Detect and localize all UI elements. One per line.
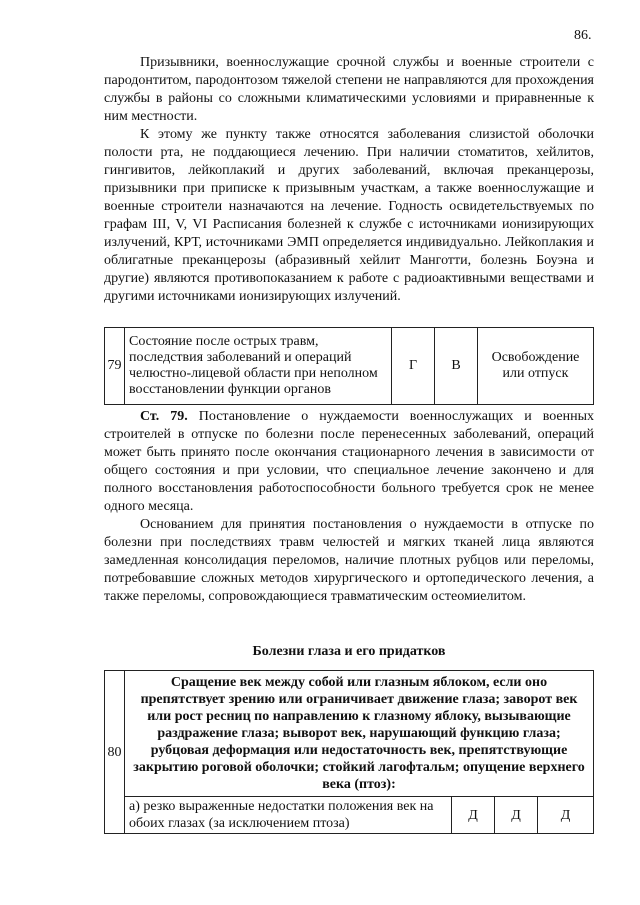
intro-text [104, 54, 594, 306]
description-cell: а) резко выраженные недостатки положения век на обоих глазах (за исключением птоза) [125, 797, 452, 834]
article-text: Постановление о нуждаемости военнослужащих и военных строителей в отпуске по болезни после перенесенных заболеваний, операций может быть принято после окончания стационарного лечения в зависимости от общего состояния и при условии, что специальное лечение закончено и для полного восстановления работоспособности больного требуется срок не менее одного месяца. [104, 409, 594, 514]
table-row [105, 671, 594, 797]
category-cell-3: Д [538, 797, 594, 834]
page-number: 86. [574, 28, 592, 43]
category-cell-2: В [435, 328, 478, 405]
table-row [105, 797, 594, 834]
table-article-80 [104, 670, 594, 834]
article-number-cell: 80 [105, 671, 125, 834]
section-heading: Болезни глаза и его придатков [252, 644, 446, 659]
description-cell: Состояние после острых травм, последствия заболеваний и операций челюстно-лицевой области при неполном восстановлении функции органов [125, 328, 392, 405]
table-article-79 [104, 327, 594, 405]
paragraph: Призывники, военнослужащие срочной службы и военные строители с пародонтитом, пародонтозом тяжелой степени не направляются для прохождения службы в районы со сложными климатическими условиями и приравненные к ним местности. [104, 55, 594, 124]
category-cell-2: Д [495, 797, 538, 834]
paragraph: К этому же пункту также относятся заболевания слизистой оболочки полости рта, не поддающиеся лечению. При наличии стоматитов, хейлитов, гингивитов, лейкоплакий и других заболеваний, включая преканцерозы, призывники при приписке к призывным участкам, а также военнослужащие и военные строители назначаются на лечение. Годность освидетельствуемых по графам III, V, VI Расписания болезней к службе с источниками ионизирующих излучений, КРТ, источниками ЭМП определяется индивидуально. Лейкоплакия и облигатные преканцерозы (абразивный хейлит Манготти, болезнь Боуэна и другие) являются противопоказанием к работе с радиоактивными веществами и другими источниками ионизирующих излучений. [104, 127, 594, 304]
category-cell-1: Г [392, 328, 435, 405]
category-cell-1: Д [452, 797, 495, 834]
table-row [105, 328, 594, 405]
paragraph: Основанием для принятия постановления о нуждаемости в отпуске по болезни при последствиях травм челюстей и мягких тканей лица являются замедленная консолидация переломов, наличие плотных рубцов или переломы, потребовавшие сложных методов хирургического и ортопедического лечения, а также переломы, сопровождающиеся травматическим остеомиелитом. [104, 517, 594, 604]
paragraph [104, 408, 594, 516]
article-label: Ст. 79. [140, 409, 188, 424]
header-cell: Сращение век между собой или глазным яблоком, если оно препятствует зрению или ограничивает движение глаза; заворот век или рост ресниц по направлению к глазному яблоку, вызывающие раздражение глаза; выворот век, нарушающий функцию глаза; рубцовая деформация или недостаточность век, препятствующие закрытию роговой оболочки; стойкий лагофтальм; опущение верхнего века (птоз): [125, 671, 594, 797]
article-79-text [104, 408, 594, 606]
article-number-cell: 79 [105, 328, 125, 405]
category-cell-3: Освобождение или отпуск [478, 328, 594, 405]
